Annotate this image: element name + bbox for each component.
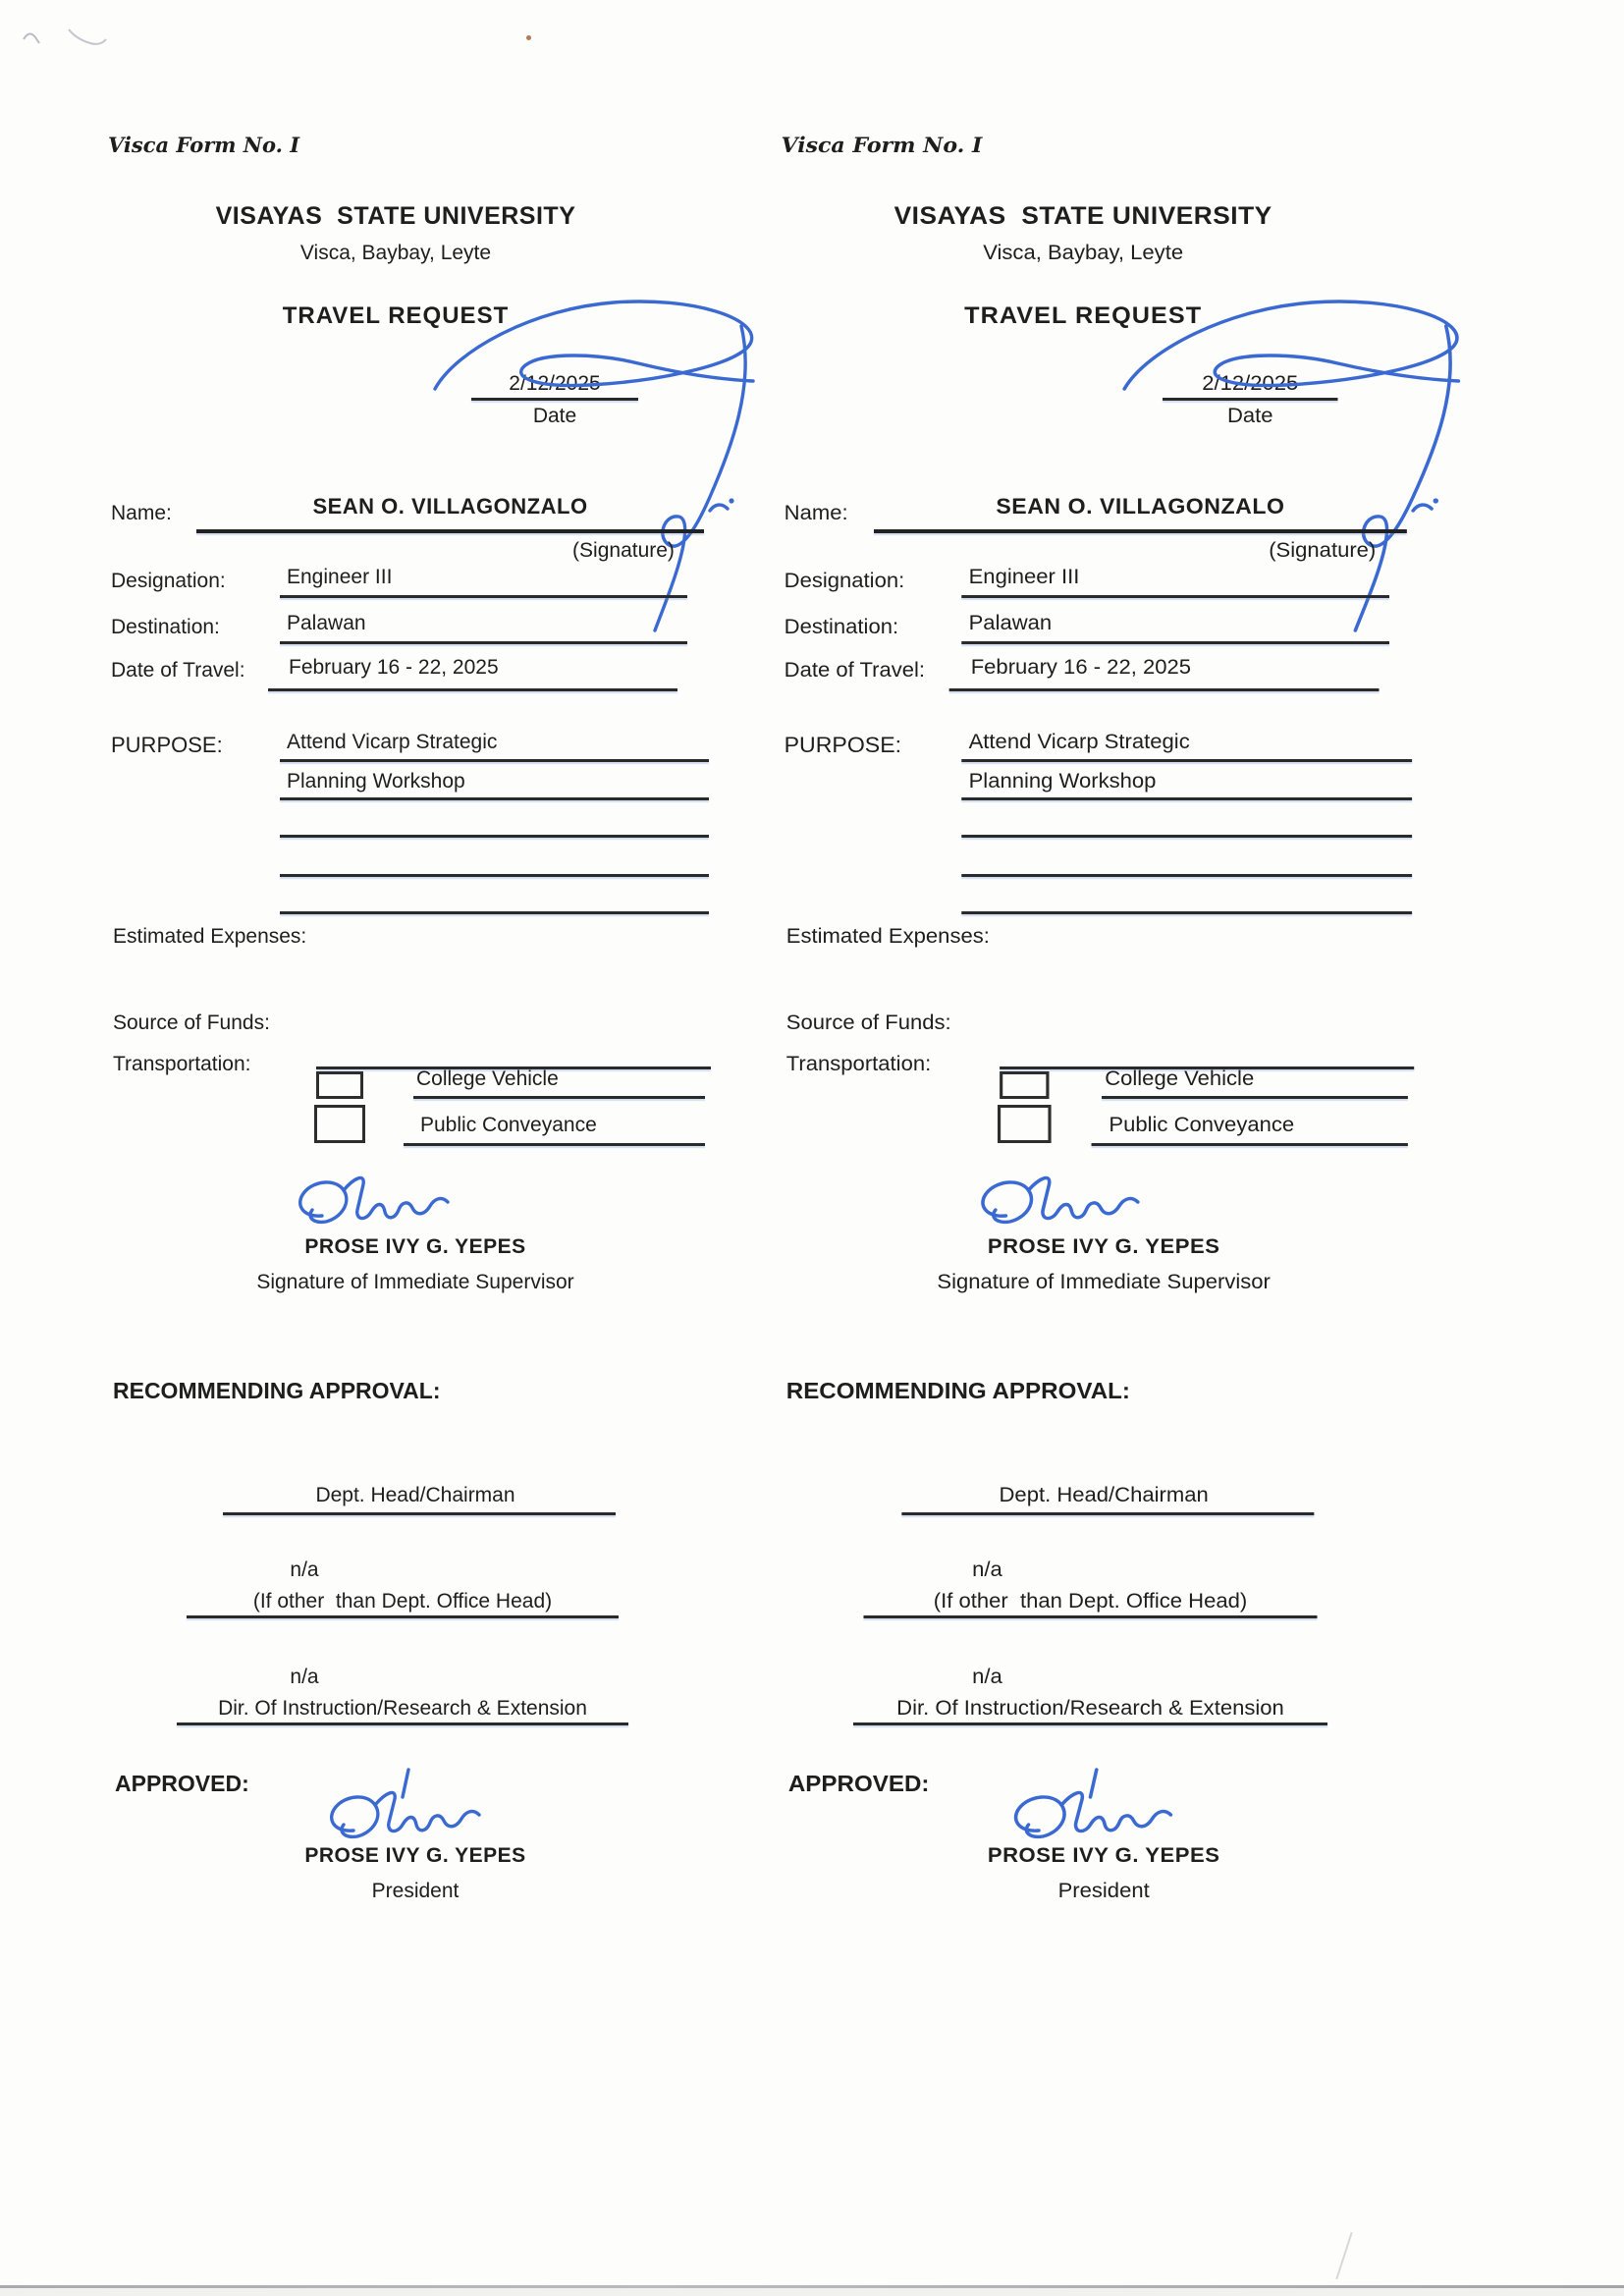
name-underline — [874, 529, 1407, 533]
travel-dates-label: Date of Travel: — [784, 659, 926, 682]
purpose-underline-2 — [961, 797, 1412, 800]
director-underline — [177, 1722, 628, 1725]
supervisor-name: PROSE IVY G. YEPES — [987, 1235, 1220, 1258]
applicant-signature — [1106, 291, 1489, 636]
source-of-funds-label: Source of Funds: — [113, 1011, 270, 1034]
public-conveyance-underline — [1092, 1143, 1408, 1146]
form-copy-left — [0, 0, 746, 2296]
public-conveyance-label: Public Conveyance — [1109, 1114, 1295, 1136]
date-label: Date — [1226, 405, 1273, 427]
supervisor-signature — [975, 1167, 1156, 1228]
name-label: Name: — [784, 502, 848, 524]
college-vehicle-label: College Vehicle — [416, 1067, 559, 1090]
director-caption: Dir. Of Instruction/Research & Extension — [896, 1697, 1284, 1720]
name-value: SEAN O. VILLAGONZALO — [312, 494, 588, 519]
dept-head-underline — [223, 1512, 616, 1515]
purpose-underline-1 — [961, 759, 1412, 762]
designation-underline — [961, 595, 1389, 598]
purpose-underline-5 — [961, 911, 1412, 914]
destination-underline — [280, 641, 687, 644]
travel-dates-underline — [268, 688, 677, 691]
destination-label: Destination: — [784, 616, 899, 638]
supervisor-signature — [293, 1167, 464, 1228]
supervisor-caption: Signature of Immediate Supervisor — [937, 1271, 1271, 1293]
president-signature — [1008, 1766, 1189, 1846]
director-underline — [853, 1722, 1327, 1725]
scan-speck — [526, 35, 531, 40]
travel-dates-value: February 16 - 22, 2025 — [970, 656, 1192, 679]
college-vehicle-checkbox — [316, 1071, 363, 1099]
recommending-approval-heading: RECOMMENDING APPROVAL: — [785, 1378, 1130, 1403]
purpose-underline-4 — [961, 874, 1412, 877]
date-value: 2/12/2025 — [509, 372, 601, 395]
purpose-underline-3 — [280, 835, 709, 838]
designation-value: Engineer III — [968, 566, 1080, 588]
university-address: Visca, Baybay, Leyte — [983, 242, 1184, 264]
if-other-caption: (If other than Dept. Office Head) — [933, 1590, 1248, 1613]
designation-value: Engineer III — [287, 566, 393, 588]
destination-value: Palawan — [287, 612, 366, 634]
if-other-caption: (If other than Dept. Office Head) — [252, 1590, 553, 1613]
transportation-label: Transportation: — [785, 1053, 932, 1075]
designation-label: Designation: — [111, 570, 226, 592]
purpose-line1: Attend Vicarp Strategic — [968, 731, 1190, 753]
public-conveyance-checkbox — [998, 1105, 1052, 1143]
purpose-line2: Planning Workshop — [968, 770, 1157, 793]
purpose-line1: Attend Vicarp Strategic — [287, 731, 498, 753]
name-label: Name: — [111, 502, 172, 524]
university-address: Visca, Baybay, Leyte — [299, 242, 492, 264]
president-title: President — [1057, 1880, 1150, 1902]
college-vehicle-underline — [1102, 1096, 1408, 1099]
purpose-underline-4 — [280, 874, 709, 877]
date-label: Date — [532, 405, 577, 427]
na-value-2: n/a — [972, 1666, 1002, 1688]
approved-heading: APPROVED: — [115, 1771, 249, 1796]
form-number: Visca Form No. I — [108, 133, 300, 157]
dept-head-caption: Dept. Head/Chairman — [315, 1484, 515, 1506]
estimated-expenses-label: Estimated Expenses: — [113, 925, 307, 948]
travel-dates-underline — [949, 688, 1380, 691]
university-name: VISAYAS STATE UNIVERSITY — [215, 202, 576, 230]
scan-pencil-mark — [18, 22, 145, 56]
transportation-label: Transportation: — [113, 1053, 251, 1075]
name-underline — [196, 529, 704, 533]
designation-underline — [280, 595, 687, 598]
form-title: TRAVEL REQUEST — [282, 302, 510, 329]
public-conveyance-underline — [404, 1143, 705, 1146]
scan-bottom-margin — [0, 2288, 1624, 2296]
president-name: PROSE IVY G. YEPES — [987, 1844, 1220, 1867]
director-caption: Dir. Of Instruction/Research & Extension — [218, 1697, 587, 1720]
purpose-underline-3 — [961, 835, 1412, 838]
na-value-1: n/a — [972, 1558, 1002, 1581]
destination-label: Destination: — [111, 616, 220, 638]
if-other-underline — [187, 1615, 619, 1618]
public-conveyance-checkbox — [314, 1105, 365, 1143]
university-name: VISAYAS STATE UNIVERSITY — [893, 202, 1272, 230]
form-copy-right — [668, 0, 1451, 2296]
supervisor-caption: Signature of Immediate Supervisor — [256, 1271, 574, 1293]
purpose-line2: Planning Workshop — [287, 770, 465, 793]
destination-value: Palawan — [968, 612, 1053, 634]
recommending-approval-heading: RECOMMENDING APPROVAL: — [113, 1378, 441, 1403]
college-vehicle-underline — [413, 1096, 705, 1099]
na-value-2: n/a — [290, 1666, 319, 1688]
college-vehicle-checkbox — [1000, 1071, 1049, 1099]
dept-head-caption: Dept. Head/Chairman — [999, 1484, 1209, 1506]
supervisor-name: PROSE IVY G. YEPES — [304, 1235, 526, 1258]
signature-caption: (Signature) — [1269, 539, 1377, 562]
estimated-expenses-label: Estimated Expenses: — [785, 925, 990, 948]
if-other-underline — [864, 1615, 1318, 1618]
purpose-underline-1 — [280, 759, 709, 762]
college-vehicle-label: College Vehicle — [1105, 1067, 1255, 1090]
purpose-underline-5 — [280, 911, 709, 914]
president-name: PROSE IVY G. YEPES — [304, 1844, 526, 1867]
signature-caption: (Signature) — [572, 539, 675, 562]
approved-heading: APPROVED: — [787, 1771, 930, 1796]
source-of-funds-label: Source of Funds: — [785, 1011, 951, 1034]
dept-head-underline — [901, 1512, 1314, 1515]
public-conveyance-label: Public Conveyance — [420, 1114, 597, 1136]
travel-dates-label: Date of Travel: — [111, 659, 245, 682]
purpose-underline-2 — [280, 797, 709, 800]
destination-underline — [961, 641, 1389, 644]
date-value: 2/12/2025 — [1202, 372, 1299, 395]
designation-label: Designation: — [784, 570, 905, 592]
president-title: President — [371, 1880, 460, 1902]
travel-dates-value: February 16 - 22, 2025 — [289, 656, 499, 679]
form-number: Visca Form No. I — [781, 133, 983, 157]
purpose-label: PURPOSE: — [111, 733, 223, 757]
purpose-label: PURPOSE: — [784, 733, 902, 757]
na-value-1: n/a — [290, 1558, 319, 1581]
form-title: TRAVEL REQUEST — [964, 302, 1203, 329]
president-signature — [324, 1766, 496, 1846]
name-value: SEAN O. VILLAGONZALO — [996, 494, 1285, 519]
